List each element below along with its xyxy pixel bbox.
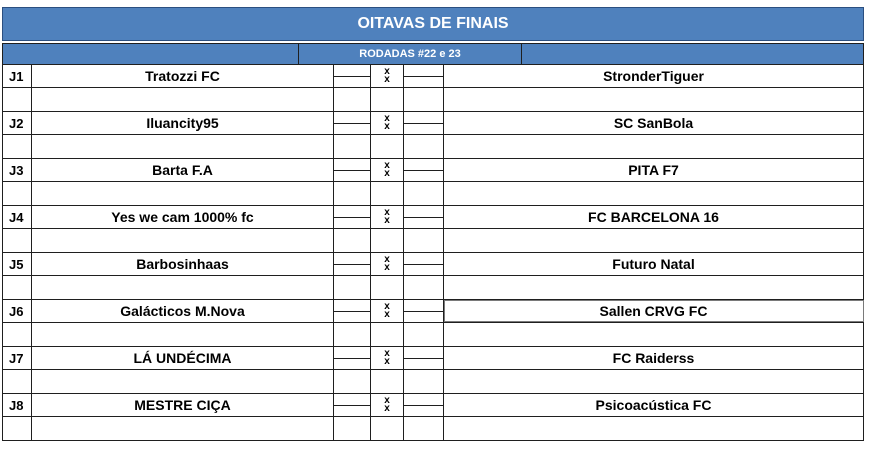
versus-mark: x [384, 121, 390, 132]
spacer-cell [32, 135, 334, 158]
spacer-cell [2, 88, 32, 111]
versus-mark: x [384, 301, 390, 312]
away-score-cell[interactable] [404, 159, 444, 181]
matches-table [2, 65, 864, 441]
away-team[interactable]: FC BARCELONA 16 [444, 206, 864, 228]
spacer-cell [371, 182, 404, 205]
versus-cell [371, 253, 404, 275]
home-score-cell[interactable] [334, 253, 371, 275]
versus-cell [371, 112, 404, 134]
versus-cell [371, 206, 404, 228]
home-team[interactable]: Galácticos M.Nova [32, 300, 334, 322]
spacer-cell [404, 323, 444, 346]
home-team[interactable]: MESTRE CIÇA [32, 394, 334, 416]
spacer-cell [444, 370, 864, 393]
spacer-cell [2, 276, 32, 299]
spacer-cell [334, 323, 371, 346]
spacer-cell [334, 276, 371, 299]
versus-mark: x [384, 309, 390, 320]
spacer-cell [371, 276, 404, 299]
versus-cell [371, 159, 404, 181]
spacer-cell [334, 370, 371, 393]
home-team[interactable]: Barbosinhaas [32, 253, 334, 275]
home-team[interactable]: Barta F.A [32, 159, 334, 181]
spacer-cell [371, 323, 404, 346]
home-score-cell[interactable] [334, 206, 371, 228]
away-team[interactable]: PITA F7 [444, 159, 864, 181]
match-row [2, 159, 864, 182]
home-team[interactable]: Tratozzi FC [32, 65, 334, 87]
spacer-cell [444, 276, 864, 299]
round-label: RODADAS #22 e 23 [299, 44, 522, 64]
home-score-cell[interactable] [334, 65, 371, 87]
spacer-row [2, 370, 864, 394]
spacer-cell [32, 417, 334, 440]
round-header-row [2, 43, 864, 65]
match-id: J3 [2, 159, 32, 181]
away-score-cell[interactable] [404, 206, 444, 228]
versus-mark: x [384, 168, 390, 179]
versus-cell [371, 300, 404, 322]
spacer-cell [444, 323, 864, 346]
away-team[interactable]: FC Raiderss [444, 347, 864, 369]
spacer-cell [32, 229, 334, 252]
versus-mark: x [384, 74, 390, 85]
spacer-cell [32, 182, 334, 205]
versus-mark: x [384, 395, 390, 406]
match-row [2, 300, 864, 323]
spacer-cell [404, 370, 444, 393]
spacer-cell [371, 88, 404, 111]
match-row [2, 206, 864, 229]
away-score-cell[interactable] [404, 300, 444, 322]
spacer-cell [404, 229, 444, 252]
versus-mark: x [384, 66, 390, 77]
home-team[interactable]: LÁ UNDÉCIMA [32, 347, 334, 369]
spacer-cell [444, 182, 864, 205]
versus-cell [371, 347, 404, 369]
away-team[interactable]: Sallen CRVG FC [444, 300, 864, 322]
spacer-cell [444, 135, 864, 158]
spacer-row [2, 88, 864, 112]
spacer-cell [2, 182, 32, 205]
spacer-cell [444, 417, 864, 440]
home-team[interactable]: Iluancity95 [32, 112, 334, 134]
match-id: J6 [2, 300, 32, 322]
spacer-cell [32, 88, 334, 111]
spacer-cell [371, 135, 404, 158]
table-title: OITAVAS DE FINAIS [2, 7, 864, 41]
home-score-cell[interactable] [334, 347, 371, 369]
versus-mark: x [384, 348, 390, 359]
spacer-cell [334, 88, 371, 111]
spacer-row [2, 229, 864, 253]
spacer-cell [404, 182, 444, 205]
home-score-cell[interactable] [334, 394, 371, 416]
spacer-cell [444, 88, 864, 111]
versus-cell [371, 394, 404, 416]
versus-mark: x [384, 207, 390, 218]
spacer-cell [334, 135, 371, 158]
versus-mark: x [384, 254, 390, 265]
spacer-cell [404, 135, 444, 158]
match-id: J5 [2, 253, 32, 275]
away-score-cell[interactable] [404, 253, 444, 275]
versus-mark: x [384, 113, 390, 124]
match-row [2, 347, 864, 370]
match-id: J8 [2, 394, 32, 416]
versus-mark: x [384, 215, 390, 226]
spacer-cell [2, 229, 32, 252]
spacer-row [2, 135, 864, 159]
round-header-left-cell [3, 44, 299, 64]
spacer-cell [371, 370, 404, 393]
away-score-cell[interactable] [404, 65, 444, 87]
match-row [2, 112, 864, 135]
spacer-cell [404, 417, 444, 440]
away-team[interactable]: Futuro Natal [444, 253, 864, 275]
versus-cell [371, 65, 404, 87]
match-row [2, 394, 864, 417]
spacer-cell [2, 417, 32, 440]
versus-mark: x [384, 262, 390, 273]
match-id: J1 [2, 65, 32, 87]
spacer-cell [404, 88, 444, 111]
away-score-cell[interactable] [404, 394, 444, 416]
match-id: J2 [2, 112, 32, 134]
spacer-cell [32, 323, 334, 346]
spacer-cell [2, 135, 32, 158]
match-row [2, 65, 864, 88]
spacer-row [2, 276, 864, 300]
spacer-cell [404, 276, 444, 299]
spacer-cell [32, 370, 334, 393]
match-row [2, 253, 864, 276]
spacer-row [2, 417, 864, 441]
match-id: J7 [2, 347, 32, 369]
home-score-cell[interactable] [334, 300, 371, 322]
versus-mark: x [384, 356, 390, 367]
home-score-cell[interactable] [334, 159, 371, 181]
away-team[interactable]: StronderTiguer [444, 65, 864, 87]
spacer-row [2, 182, 864, 206]
away-team[interactable]: Psicoacústica FC [444, 394, 864, 416]
spacer-cell [334, 229, 371, 252]
spacer-cell [2, 323, 32, 346]
versus-mark: x [384, 160, 390, 171]
versus-mark: x [384, 403, 390, 414]
away-team[interactable]: SC SanBola [444, 112, 864, 134]
spacer-cell [371, 417, 404, 440]
spacer-row [2, 323, 864, 347]
spacer-cell [334, 417, 371, 440]
home-score-cell[interactable] [334, 112, 371, 134]
spacer-cell [32, 276, 334, 299]
away-score-cell[interactable] [404, 347, 444, 369]
spacer-cell [444, 229, 864, 252]
home-team[interactable]: Yes we cam 1000% fc [32, 206, 334, 228]
spacer-cell [334, 182, 371, 205]
match-id: J4 [2, 206, 32, 228]
spacer-cell [371, 229, 404, 252]
away-score-cell[interactable] [404, 112, 444, 134]
spacer-cell [2, 370, 32, 393]
